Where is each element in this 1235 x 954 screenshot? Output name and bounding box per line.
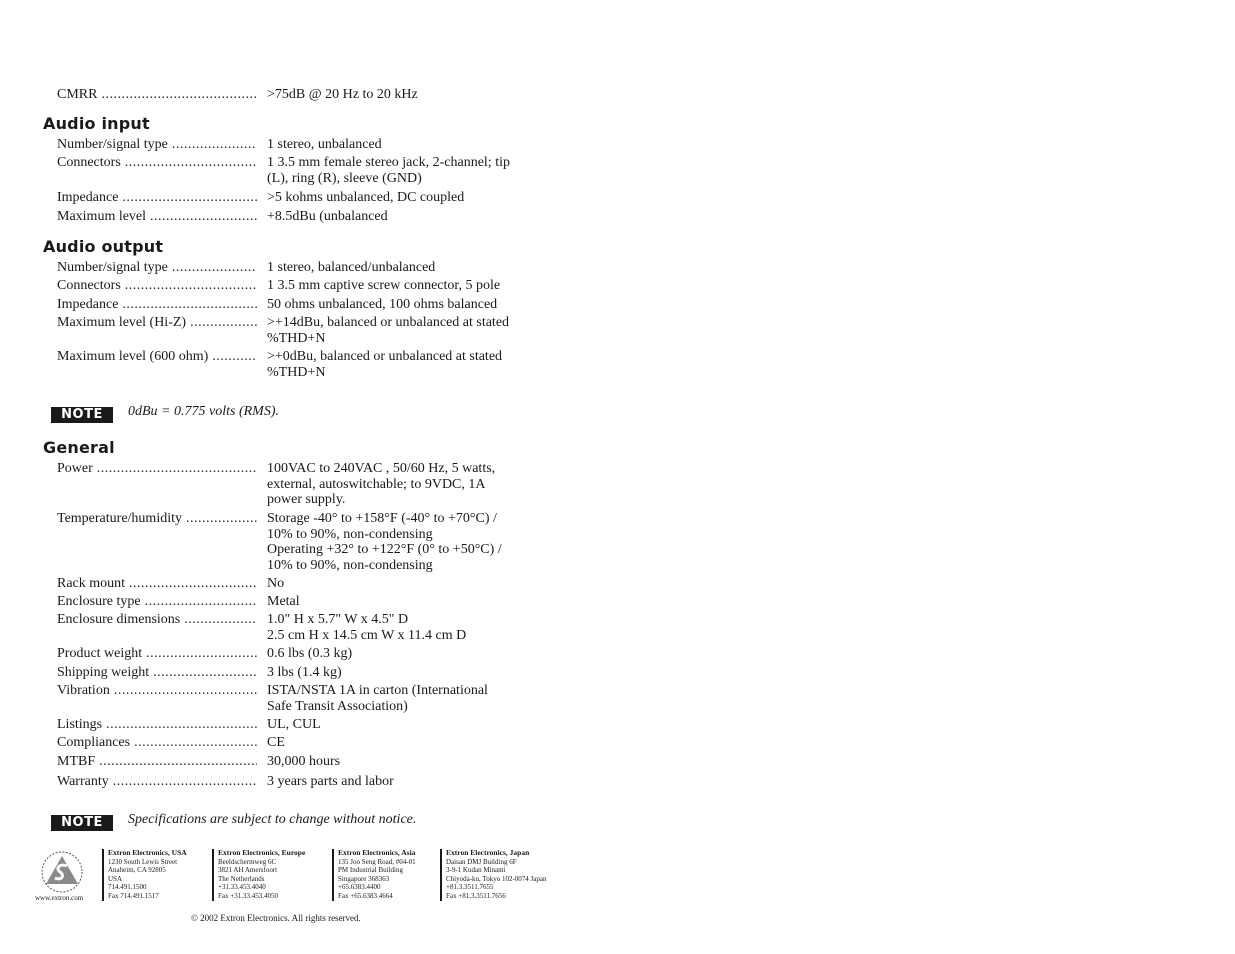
spec-label: Compliances ..... xyxy=(57,735,257,751)
spec-label: Shipping weight ..... xyxy=(57,665,257,681)
spec-label: Maximum level ..... xyxy=(57,209,257,225)
spec-value: 30,000 hours xyxy=(267,754,341,769)
spec-value: Storage -40° to +158°F (-40° to +70°C) / 10% to 90%, non-condensing Operating +32° to +122°F (0° to +50°C) / 10% to 90%, non-condensing xyxy=(267,511,502,573)
section-heading-audio-input: Audio input xyxy=(43,114,150,133)
note-badge: NOTE xyxy=(51,407,113,423)
spec-label: Rack mount ..... xyxy=(57,576,257,592)
spec-value: >+14dBu, balanced or unbalanced at stated %THD+N xyxy=(267,315,510,346)
spec-value: 1 stereo, balanced/unbalanced xyxy=(267,260,436,275)
office-name: Extron Electronics, Japan xyxy=(446,848,530,857)
spec-label: Warranty ..... xyxy=(57,774,257,790)
spec-label: Connectors ..... xyxy=(57,278,257,294)
spec-label: Listings ..... xyxy=(57,717,257,733)
office-europe xyxy=(212,849,305,901)
spec-value: UL, CUL xyxy=(267,717,321,732)
spec-value: 3 lbs (1.4 kg) xyxy=(267,665,342,680)
copyright: © 2002 Extron Electronics. All rights reserved. xyxy=(191,913,361,923)
spec-value: >5 kohms unbalanced, DC coupled xyxy=(267,190,465,205)
office-name: Extron Electronics, Asia xyxy=(338,848,416,857)
office-address: 135 Joo Seng Road, #04-01 PM Industrial Building Singapore 368363 +65.6383.4400 Fax +65.6383.4664 xyxy=(338,857,416,900)
spec-label: Number/signal type ..... xyxy=(57,137,257,153)
spec-label: Maximum level (Hi-Z) ..... xyxy=(57,315,257,331)
spec-value: 50 ohms unbalanced, 100 ohms balanced xyxy=(267,297,498,312)
spec-value: >75dB @ 20 Hz to 20 kHz xyxy=(267,87,418,102)
spec-value: >+0dBu, balanced or unbalanced at stated %THD+N xyxy=(267,349,503,380)
spec-label: Temperature/humidity ..... xyxy=(57,511,257,527)
spec-label: Power ..... xyxy=(57,461,257,477)
spec-label: Impedance ..... xyxy=(57,190,257,206)
office-address: Beeldschermweg 6C 3821 AH Amersfoort The Netherlands +31.33.453.4040 Fax +31.33.453.4050 xyxy=(218,857,278,900)
spec-label: Maximum level (600 ohm) ..... xyxy=(57,349,257,365)
office-name: Extron Electronics, Europe xyxy=(218,848,306,857)
spec-label: Impedance ..... xyxy=(57,297,257,313)
spec-label: Enclosure type ..... xyxy=(57,594,257,610)
spec-value: CE xyxy=(267,735,285,750)
spec-value: 3 years parts and labor xyxy=(267,774,394,789)
spec-value: ISTA/NSTA 1A in carton (International Safe Transit Association) xyxy=(267,683,488,714)
spec-label: Connectors ..... xyxy=(57,155,257,171)
spec-value: 1.0" H x 5.7" W x 4.5" D 2.5 cm H x 14.5 cm W x 11.4 cm D xyxy=(267,612,467,643)
note-text: Specifications are subject to change without notice. xyxy=(128,812,417,827)
office-usa xyxy=(102,849,187,901)
spec-label: CMRR ..... xyxy=(57,87,257,103)
spec-value: 1 stereo, unbalanced xyxy=(267,137,382,152)
spec-label: Vibration ..... xyxy=(57,683,257,699)
spec-label: MTBF ..... xyxy=(57,754,257,770)
note-badge: NOTE xyxy=(51,815,113,831)
spec-value: No xyxy=(267,576,285,591)
office-asia xyxy=(332,849,416,901)
office-japan xyxy=(440,849,546,901)
spec-value: 0.6 lbs (0.3 kg) xyxy=(267,646,353,661)
spec-value: 100VAC to 240VAC , 50/60 Hz, 5 watts, external, autoswitchable; to 9VDC, 1A power supply. xyxy=(267,461,496,507)
section-heading-audio-output: Audio output xyxy=(43,237,164,256)
spec-value: 1 3.5 mm captive screw connector, 5 pole xyxy=(267,278,501,293)
office-name: Extron Electronics, USA xyxy=(108,848,187,857)
office-address: 1230 South Lewis Street Anaheim, CA 92805 USA 714.491.1500 Fax 714.491.1517 xyxy=(108,857,178,900)
spec-value: Metal xyxy=(267,594,300,609)
spec-label: Enclosure dimensions ..... xyxy=(57,612,257,628)
section-heading-general: General xyxy=(43,438,115,457)
spec-label: Product weight ..... xyxy=(57,646,257,662)
note-text: 0dBu = 0.775 volts (RMS). xyxy=(128,404,279,419)
spec-value: +8.5dBu (unbalanced xyxy=(267,209,388,224)
spec-label: Number/signal type ..... xyxy=(57,260,257,276)
spec-value: 1 3.5 mm female stereo jack, 2-channel; tip (L), ring (R), sleeve (GND) xyxy=(267,155,510,186)
extron-logo-icon xyxy=(40,850,84,894)
website-link[interactable]: www.extron.com xyxy=(35,894,84,902)
office-address: Daisan DMJ Building 6F 3-9-1 Kudan Minami Chiyoda-ku, Tokyo 102-0074 Japan +81.3.3511.7655 Fax +81.3.3511.7656 xyxy=(446,857,547,900)
